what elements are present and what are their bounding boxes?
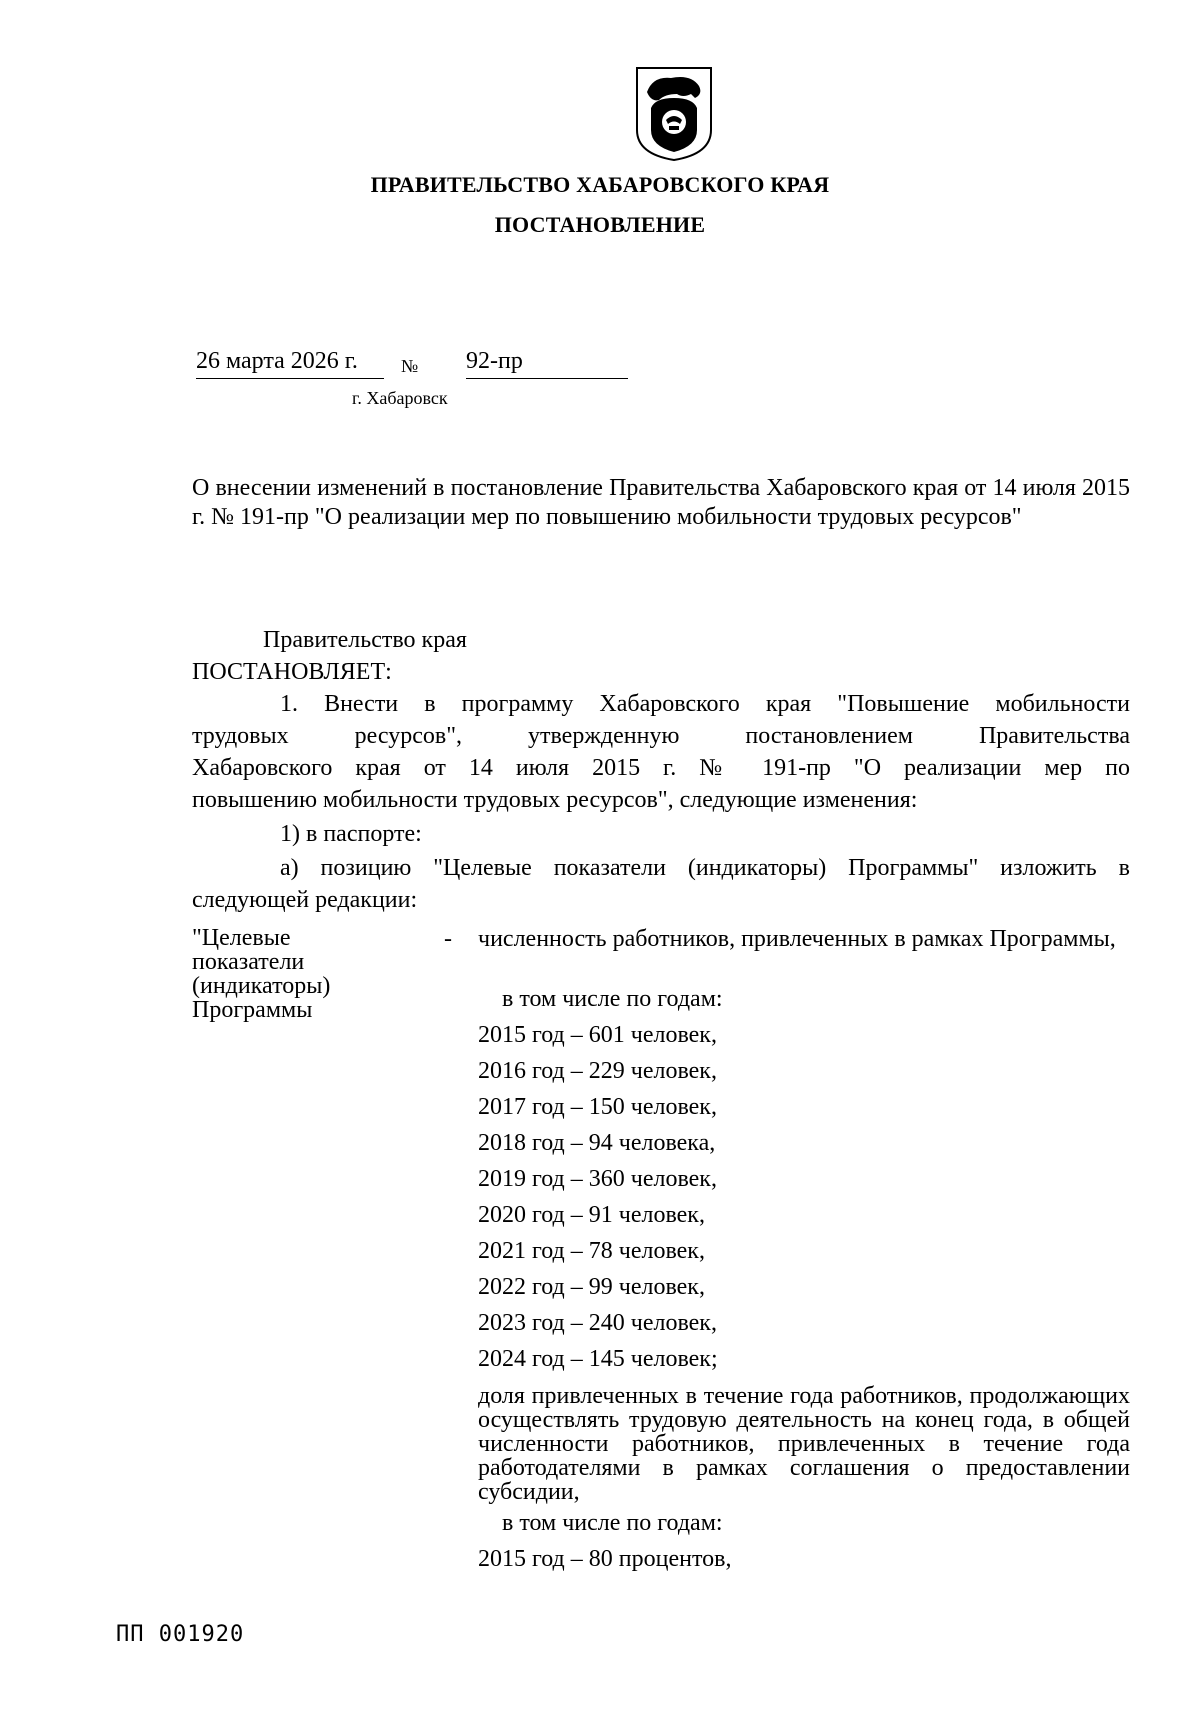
subitem-1: 1) в паспорте:: [280, 821, 422, 847]
year-row: 2020 год – 91 человек,: [478, 1202, 705, 1228]
document-subject: О внесении изменений в постановление Правительства Хабаровского края от 14 июля 2015 г. № 191-пр "О реализации мер по повышению мобильности трудовых ресурсов": [192, 475, 1130, 530]
year-row: 2016 год – 229 человек,: [478, 1058, 717, 1084]
subitem-a-line2: следующей редакции:: [192, 887, 418, 913]
indicator-1-by-years: в том числе по годам:: [502, 986, 723, 1012]
document-number: 92-пр: [466, 348, 523, 374]
passport-position-label: "Целевые показатели (индикаторы) Программы: [192, 925, 331, 1023]
year-row: 2022 год – 99 человек,: [478, 1274, 705, 1300]
number-underline: [466, 378, 628, 379]
document-date: 26 марта 2026 г.: [196, 348, 358, 374]
item1-line3: Хабаровского края от 14 июля 2015 г. № 191-пр "О реализации мер по: [192, 755, 1130, 781]
intro-line: Правительство края: [263, 627, 467, 653]
indicator-2-text: доля привлеченных в течение года работников, продолжающих осуществлять трудовую деятельность на конец года, в общей численности работников, привлеченных в течение года работодателями в рамках соглашения о предоставлении субсидии,: [478, 1383, 1130, 1505]
item1-line1: 1. Внести в программу Хабаровского края "Повышение мобильности: [280, 691, 1130, 717]
item1-line2: трудовых ресурсов", утвержденную постановлением Правительства: [192, 723, 1130, 749]
form-code: ПП 001920: [116, 1622, 245, 1647]
year-row: 2021 год – 78 человек,: [478, 1238, 705, 1264]
registration-line: [196, 348, 628, 384]
indicator-1-text: численность работников, привлеченных в рамках Программы,: [478, 926, 1116, 952]
year-row: 2015 год – 80 процентов,: [478, 1546, 732, 1572]
number-sign: №: [401, 356, 419, 376]
organization-title: ПРАВИТЕЛЬСТВО ХАБАРОВСКОГО КРАЯ: [370, 172, 830, 197]
passport-dash: -: [444, 926, 452, 952]
year-row: 2024 год – 145 человек;: [478, 1346, 718, 1372]
item1-line4: повышению мобильности трудовых ресурсов", следующие изменения:: [192, 787, 918, 813]
document-type: ПОСТАНОВЛЕНИЕ: [494, 212, 706, 237]
document-city: г. Хабаровск: [352, 388, 448, 408]
indicator-2-by-years: в том числе по годам:: [502, 1510, 723, 1536]
date-underline: [196, 378, 384, 379]
decree-word: ПОСТАНОВЛЯЕТ:: [192, 659, 392, 685]
year-row: 2017 год – 150 человек,: [478, 1094, 717, 1120]
year-row: 2018 год – 94 человека,: [478, 1130, 716, 1156]
subitem-a-line1: а) позицию "Целевые показатели (индикаторы) Программы" изложить в: [280, 855, 1130, 881]
year-row: 2023 год – 240 человек,: [478, 1310, 717, 1336]
year-row: 2019 год – 360 человек,: [478, 1166, 717, 1192]
coat-of-arms-icon: [633, 64, 715, 162]
year-row: 2015 год – 601 человек,: [478, 1022, 717, 1048]
